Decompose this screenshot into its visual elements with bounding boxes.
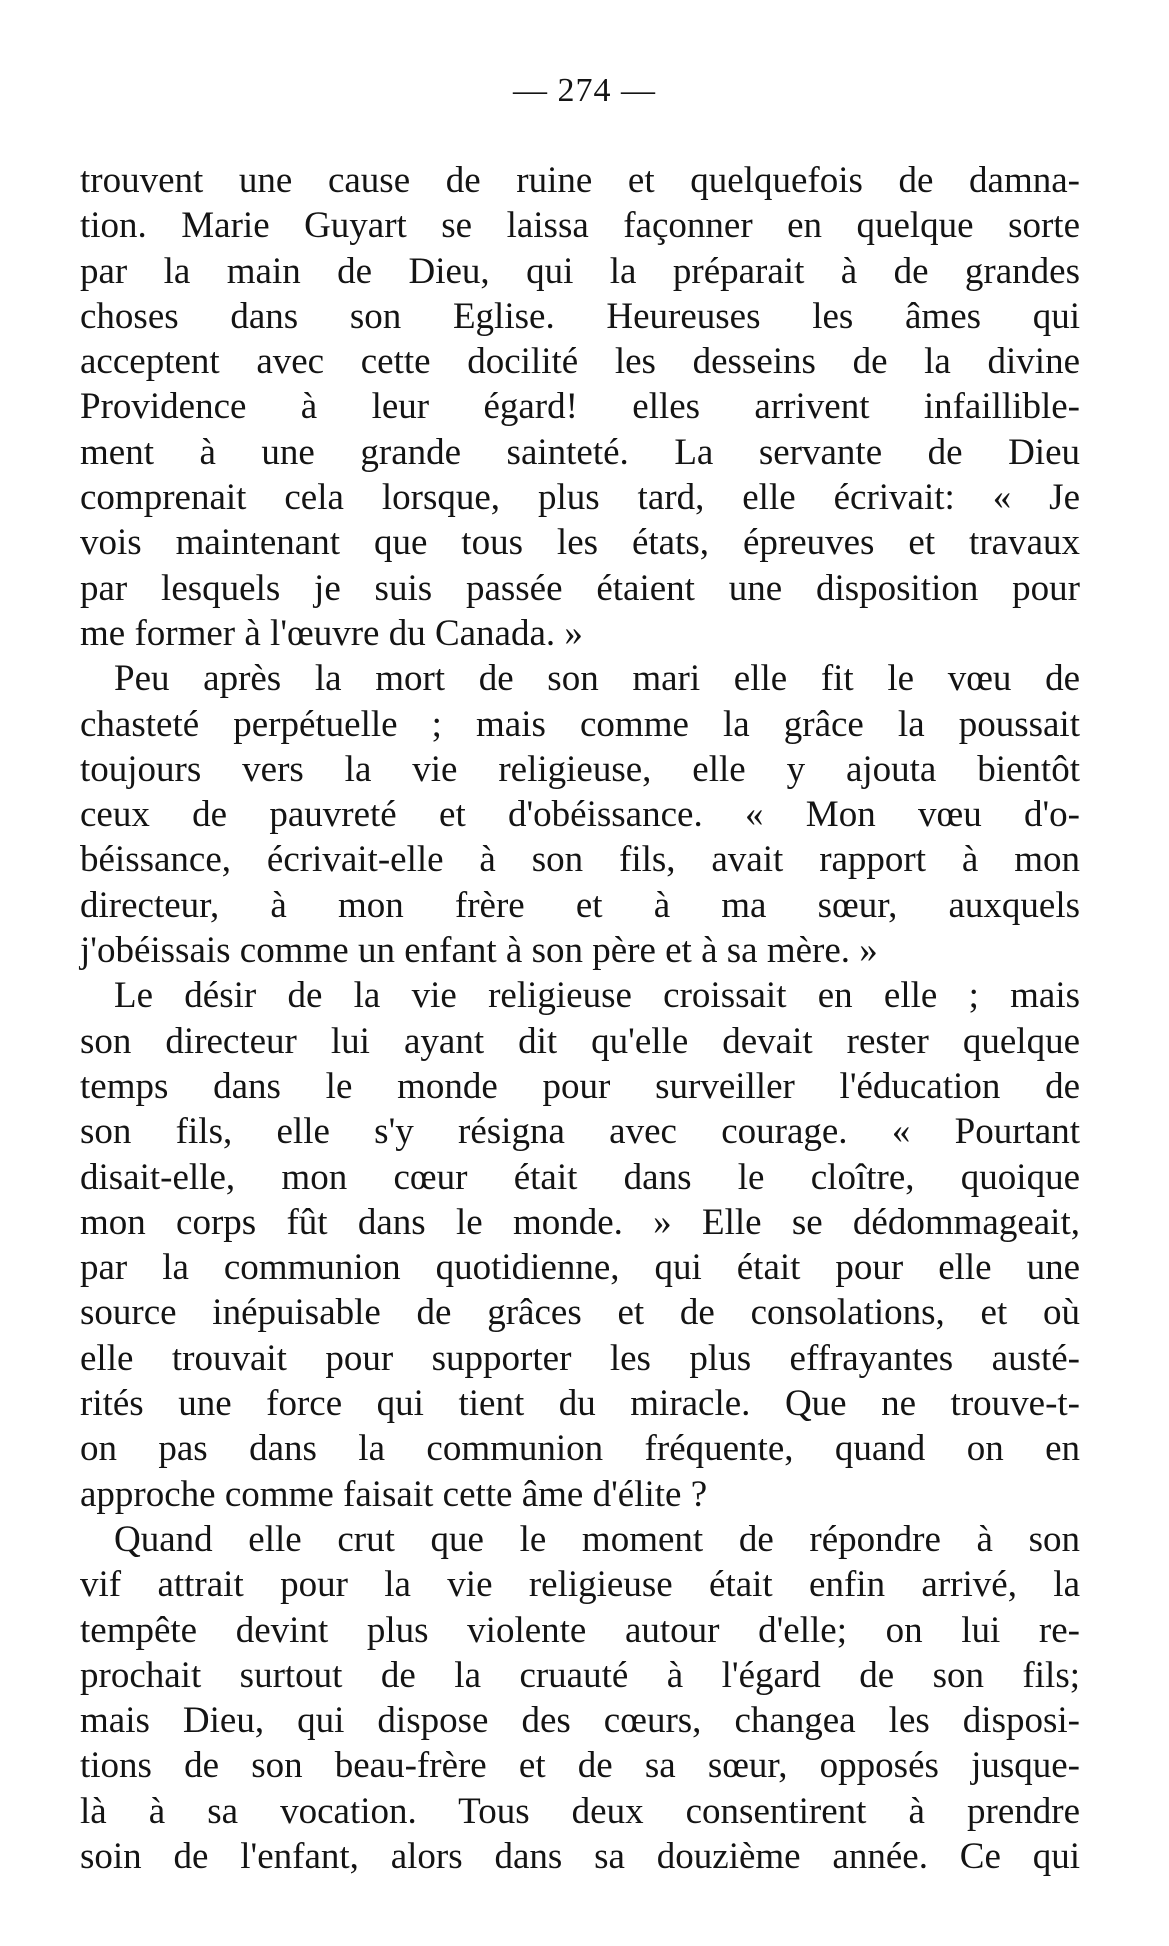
text-line: elle trouvait pour supporter les plus effrayantes austé- bbox=[80, 1337, 1080, 1379]
text-line: prochait surtout de la cruauté à l'égard de son fils; bbox=[80, 1654, 1080, 1696]
text-line: choses dans son Eglise. Heureuses les âmes qui bbox=[80, 295, 1080, 337]
text-line: là à sa vocation. Tous deux consentirent à prendre bbox=[80, 1790, 1080, 1832]
text-line: me former à l'œuvre du Canada. » bbox=[80, 612, 583, 654]
text-line: source inépuisable de grâces et de consolations, et où bbox=[80, 1292, 1080, 1334]
text-line: mais Dieu, qui dispose des cœurs, changea les disposi- bbox=[80, 1700, 1080, 1742]
text-line: tion. Marie Guyart se laissa façonner en quelque sorte bbox=[80, 205, 1080, 247]
text-line: soin de l'enfant, alors dans sa douzième année. Ce qui bbox=[80, 1835, 1080, 1877]
text-line: son directeur lui ayant dit qu'elle devait rester quelque bbox=[80, 1020, 1080, 1062]
text-line: tions de son beau-frère et de sa sœur, opposés jusque- bbox=[80, 1745, 1080, 1787]
text-line: ment à une grande sainteté. La servante de Dieu bbox=[80, 431, 1080, 473]
text-line: Le désir de la vie religieuse croissait en elle ; mais bbox=[114, 975, 1080, 1017]
text-line: Quand elle crut que le moment de répondre à son bbox=[114, 1518, 1080, 1560]
text-line: tempête devint plus violente autour d'elle; on lui re- bbox=[80, 1609, 1080, 1651]
text-line: son fils, elle s'y résigna avec courage. « Pourtant bbox=[80, 1111, 1080, 1153]
text-line: trouvent une cause de ruine et quelquefois de damna- bbox=[80, 160, 1080, 201]
text-line: j'obéissais comme un enfant à son père et à sa mère. » bbox=[80, 930, 878, 972]
text-line: rités une force qui tient du miracle. Que ne trouve-t- bbox=[80, 1383, 1080, 1425]
text-line: chasteté perpétuelle ; mais comme la grâce la poussait bbox=[80, 703, 1080, 745]
body-text bbox=[80, 158, 1080, 1879]
text-line: vois maintenant que tous les états, épreuves et travaux bbox=[80, 522, 1080, 564]
text-line: temps dans le monde pour surveiller l'éducation de bbox=[80, 1065, 1080, 1107]
text-line: approche comme faisait cette âme d'élite ? bbox=[80, 1473, 708, 1515]
text-line: Peu après la mort de son mari elle fit le vœu de bbox=[114, 658, 1080, 700]
text-line: disait-elle, mon cœur était dans le cloître, quoique bbox=[80, 1156, 1080, 1198]
text-line: directeur, à mon frère et à ma sœur, auxquels bbox=[80, 884, 1080, 926]
text-line: béissance, écrivait-elle à son fils, avait rapport à mon bbox=[80, 839, 1080, 881]
text-line: ceux de pauvreté et d'obéissance. « Mon vœu d'o- bbox=[80, 794, 1080, 836]
text-line: Providence à leur égard! elles arrivent infaillible- bbox=[80, 386, 1080, 428]
text-line: par la communion quotidienne, qui était pour elle une bbox=[80, 1247, 1080, 1289]
text-line: mon corps fût dans le monde. » Elle se dédommageait, bbox=[80, 1201, 1080, 1243]
text-line: acceptent avec cette docilité les desseins de la divine bbox=[80, 341, 1080, 383]
text-line: toujours vers la vie religieuse, elle y ajouta bientôt bbox=[80, 748, 1080, 790]
text-line: on pas dans la communion fréquente, quand on en bbox=[80, 1428, 1080, 1470]
text-line: par lesquels je suis passée étaient une disposition pour bbox=[80, 567, 1080, 609]
page-number: — 274 — bbox=[513, 72, 656, 109]
text-line: par la main de Dieu, qui la préparait à de grandes bbox=[80, 250, 1080, 292]
text-line: vif attrait pour la vie religieuse était enfin arrivé, la bbox=[80, 1564, 1080, 1606]
text-line: comprenait cela lorsque, plus tard, elle écrivait: « Je bbox=[80, 477, 1080, 519]
